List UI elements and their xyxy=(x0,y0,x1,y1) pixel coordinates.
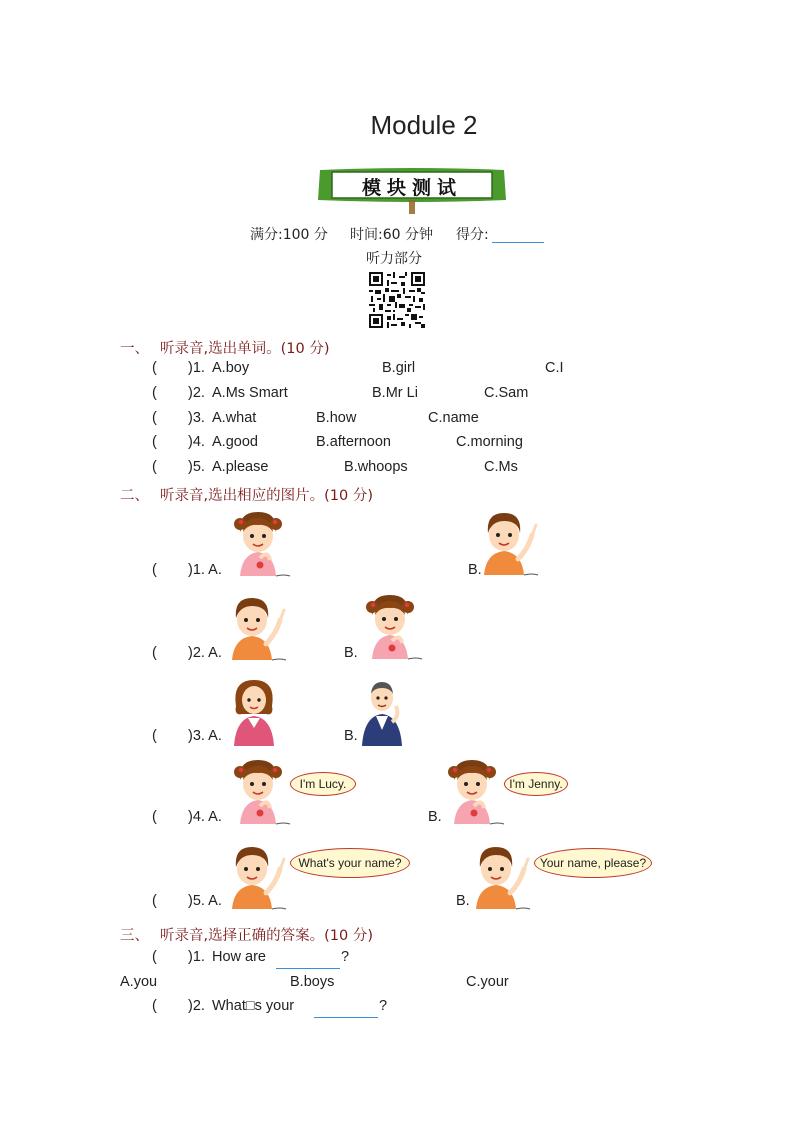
section-3-heading xyxy=(120,924,373,945)
boy-picture xyxy=(470,842,534,916)
question-text: What□s your xyxy=(212,998,295,1014)
question-number: )3. xyxy=(188,410,205,426)
answer-paren[interactable]: ( xyxy=(152,998,157,1014)
question-number: )2. xyxy=(188,998,205,1014)
answer-paren[interactable]: ( xyxy=(152,728,157,744)
option-a: A.boy xyxy=(212,360,250,376)
girl-picture xyxy=(444,758,508,830)
section-2-title: 听录音,选出相应的图片。(10 分) xyxy=(160,488,373,504)
option-c: C.Sam xyxy=(484,385,529,401)
section-3-number: 三、 xyxy=(120,928,149,944)
question-number: )3. A. xyxy=(188,728,222,744)
question-number: )2. xyxy=(188,385,205,401)
man-picture xyxy=(360,676,408,750)
answer-paren[interactable]: ( xyxy=(152,385,157,401)
option-c: C.name xyxy=(428,410,479,426)
speech-bubble: I'm Lucy. xyxy=(290,772,356,796)
option-b: B. xyxy=(468,562,482,578)
option-b: B. xyxy=(456,893,470,909)
question-number: )5. xyxy=(188,459,205,475)
boy-picture xyxy=(226,593,290,667)
option-b: B.Mr Li xyxy=(372,385,418,401)
option-b: B.how xyxy=(316,410,357,426)
option-c: C.Ms xyxy=(484,459,518,475)
answer-paren[interactable]: ( xyxy=(152,893,157,909)
option-a: A.please xyxy=(212,459,269,475)
answer-paren[interactable]: ( xyxy=(152,434,157,450)
answer-paren[interactable]: ( xyxy=(152,410,157,426)
question-number: )1. A. xyxy=(188,562,222,578)
answer-paren[interactable]: ( xyxy=(152,459,157,475)
module-test-badge xyxy=(316,164,508,204)
answer-paren[interactable]: ( xyxy=(152,645,157,661)
section-1-heading xyxy=(120,337,329,358)
full-score: 满分:100 分 xyxy=(250,227,328,243)
option-c: C.your xyxy=(466,974,509,990)
question-number: )4. A. xyxy=(188,809,222,825)
answer-blank[interactable] xyxy=(314,1017,378,1018)
speech-bubble: I'm Jenny. xyxy=(504,772,568,796)
section-2-number: 二、 xyxy=(120,488,149,504)
question-number: )1. xyxy=(188,949,205,965)
question-text: How are xyxy=(212,949,266,965)
woman-picture xyxy=(230,676,278,750)
answer-paren[interactable]: ( xyxy=(152,949,157,965)
speech-bubble: Your name, please? xyxy=(534,848,652,878)
option-b: B.whoops xyxy=(344,459,408,475)
option-b: B.boys xyxy=(290,974,335,990)
option-c: C.morning xyxy=(456,434,523,450)
qr-code xyxy=(369,272,425,328)
section-3-title: 听录音,选择正确的答案。(10 分) xyxy=(160,928,373,944)
option-b: B.girl xyxy=(382,360,416,376)
option-a: A.Ms Smart xyxy=(212,385,288,401)
score-blank[interactable] xyxy=(492,242,544,243)
option-a: A.good xyxy=(212,434,258,450)
girl-picture xyxy=(362,593,426,665)
question-number: )5. A. xyxy=(188,893,222,909)
question-end: ? xyxy=(379,998,388,1014)
boy-picture xyxy=(478,508,542,582)
boy-picture xyxy=(226,842,290,916)
question-number: )2. A. xyxy=(188,645,222,661)
question-number: )4. xyxy=(188,434,205,450)
option-b: B.afternoon xyxy=(316,434,391,450)
section-2-heading xyxy=(120,484,373,505)
score-label: 得分: xyxy=(456,227,489,243)
girl-picture xyxy=(230,510,294,582)
page-title: Module 2 xyxy=(370,110,478,140)
answer-paren[interactable]: ( xyxy=(152,360,157,376)
option-a: A.what xyxy=(212,410,257,426)
speech-bubble: What's your name? xyxy=(290,848,410,878)
option-b: B. xyxy=(344,728,358,744)
answer-paren[interactable]: ( xyxy=(152,809,157,825)
badge-text: 模块测试 xyxy=(361,177,462,199)
listening-label: 听力部分 xyxy=(366,251,422,267)
option-b: B. xyxy=(344,645,358,661)
question-end: ? xyxy=(341,949,350,965)
option-a: A.you xyxy=(120,974,158,990)
answer-blank[interactable] xyxy=(276,968,340,969)
time-limit: 时间:60 分钟 xyxy=(350,227,433,243)
section-1-number: 一、 xyxy=(120,341,149,357)
option-b: B. xyxy=(428,809,442,825)
option-c: C.I xyxy=(545,360,564,376)
answer-paren[interactable]: ( xyxy=(152,562,157,578)
question-number: )1. xyxy=(188,360,205,376)
section-1-title: 听录音,选出单词。(10 分) xyxy=(160,341,330,357)
girl-picture xyxy=(230,758,294,830)
